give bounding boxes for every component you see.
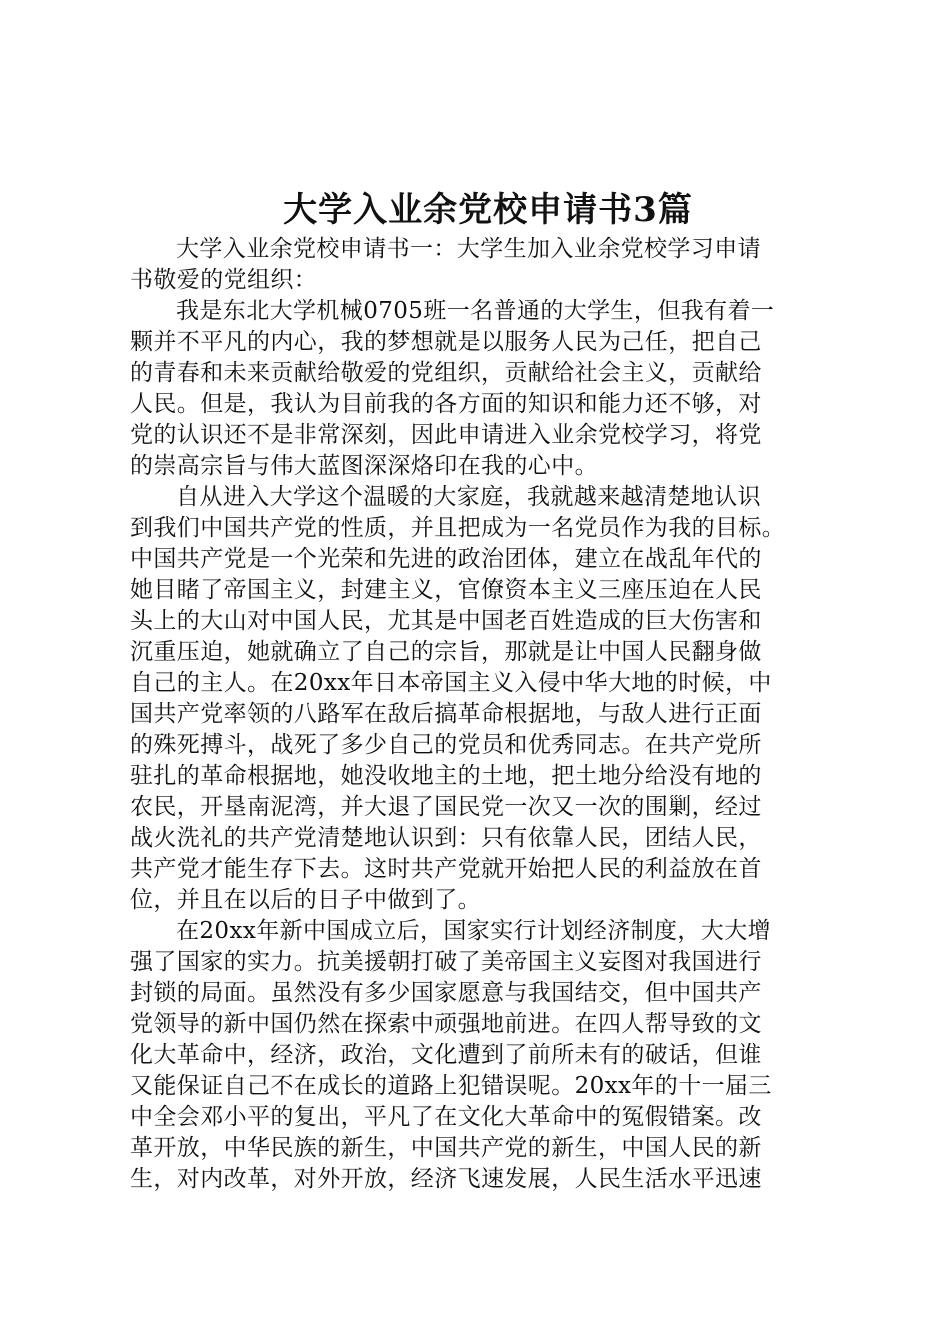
body-paragraph [130,482,834,916]
body-paragraph [130,234,834,296]
text-line: 大学入业余党校申请书一：大学生加入业余党校学习申请 [176,236,761,262]
document-page [130,186,834,1195]
text-line: 到我们中国共产党的性质，并且把成为一名党员作为我的目标。 [130,515,786,541]
text-line: 化大革命中，经济，政治，文化遭到了前所未有的破话，但谁 [130,1042,762,1068]
text-line: 颗并不平凡的内心，我的梦想就是以服务人民为己任，把自己 [130,329,762,355]
document-body [130,234,834,1195]
body-paragraph [130,296,834,482]
text-line: 党的认识还不是非常深刻，因此申请进入业余党校学习，将党 [130,422,762,448]
text-line: 她目睹了帝国主义，封建主义，官僚资本主义三座压迫在人民 [130,577,762,603]
text-line: 革开放，中华民族的新生，中国共产党的新生，中国人民的新 [130,1135,762,1161]
text-line: 我是东北大学机械0705班一名普通的大学生，但我有着一 [176,298,775,324]
text-line: 封锁的局面。虽然没有多少国家愿意与我国结交，但中国共产 [130,980,762,1006]
text-line: 战火洗礼的共产党清楚地认识到：只有依靠人民，团结人民， [130,825,762,851]
text-line: 生，对内改革，对外开放，经济飞速发展，人民生活水平迅速 [130,1166,762,1192]
text-line: 中全会邓小平的复出，平凡了在文化大革命中的冤假错案。改 [130,1104,762,1130]
text-line: 的青春和未来贡献给敬爱的党组织，贡献给社会主义，贡献给 [130,360,762,386]
text-line: 农民，开垦南泥湾，并大退了国民党一次又一次的围剿，经过 [130,794,762,820]
text-line: 的崇高宗旨与伟大蓝图深深烙印在我的心中。 [130,453,598,479]
text-line: 强了国家的实力。抗美援朝打破了美帝国主义妄图对我国进行 [130,949,762,975]
text-line: 自从进入大学这个温暖的大家庭，我就越来越清楚地认识 [176,484,761,510]
text-line: 驻扎的革命根据地，她没收地主的土地，把土地分给没有地的 [130,763,762,789]
text-line: 党领导的新中国仍然在探索中顽强地前进。在四人帮导致的文 [130,1011,762,1037]
text-line: 位，并且在以后的日子中做到了。 [130,887,481,913]
text-line: 头上的大山对中国人民，尤其是中国老百姓造成的巨大伤害和 [130,608,762,634]
text-line: 的殊死搏斗，战死了多少自己的党员和优秀同志。在共产党所 [130,732,762,758]
text-line: 在20xx年新中国成立后，国家实行计划经济制度，大大增 [176,918,772,944]
text-line: 中国共产党是一个光荣和先进的政治团体，建立在战乱年代的 [130,546,762,572]
text-line: 沉重压迫，她就确立了自己的宗旨，那就是让中国人民翻身做 [130,639,762,665]
text-line: 人民。但是，我认为目前我的各方面的知识和能力还不够，对 [130,391,762,417]
document-title: 大学入业余党校申请书3篇 [283,190,693,230]
text-line: 又能保证自己不在成长的道路上犯错误呢。20xx年的十一届三 [130,1073,772,1099]
text-line: 书敬爱的党组织： [130,267,318,293]
text-line: 自己的主人。在20xx年日本帝国主义入侵中华大地的时候，中 [130,670,772,696]
text-line: 国共产党率领的八路军在敌后搞革命根据地，与敌人进行正面 [130,701,762,727]
text-line: 共产党才能生存下去。这时共产党就开始把人民的利益放在首 [130,856,762,882]
body-paragraph [130,916,834,1195]
